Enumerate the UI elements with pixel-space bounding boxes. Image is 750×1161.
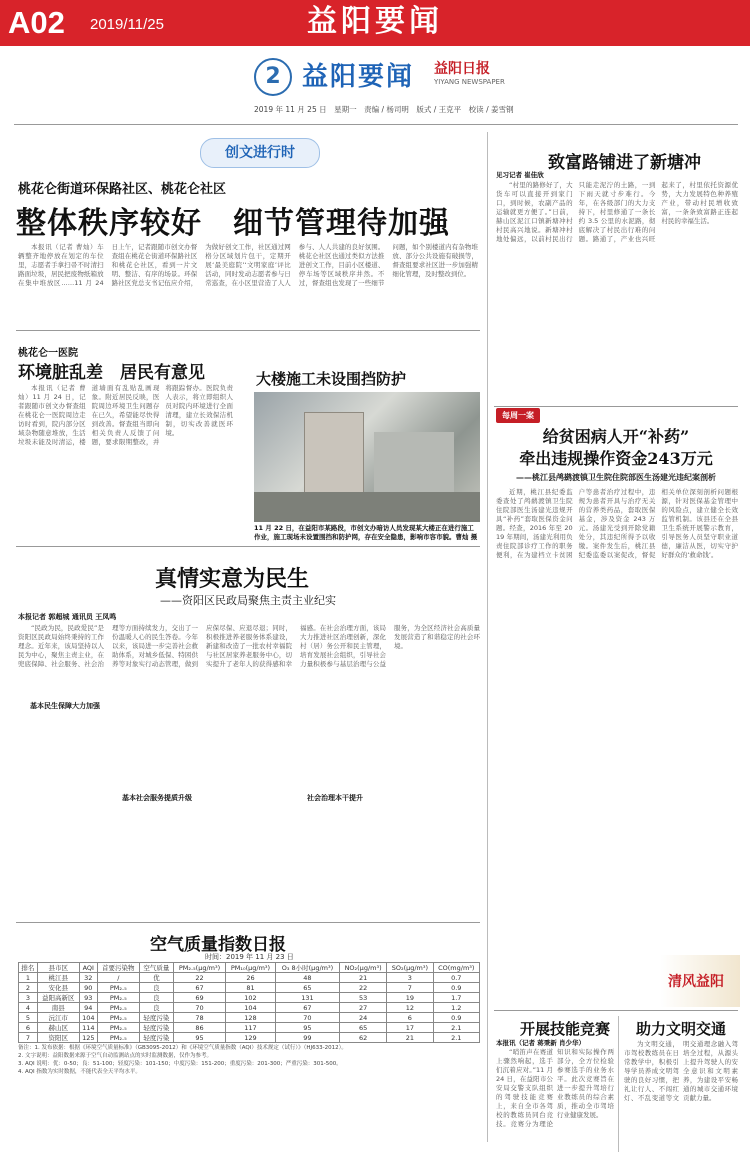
case-subtitle: ——桃江县鸬鹚渡镇卫生院住院部医生汤建光违纪案剖析: [516, 473, 716, 482]
ad-text: 清风益阳: [668, 974, 724, 990]
subarticle-kicker: 桃花仑一医院: [18, 348, 78, 359]
divider: [16, 330, 480, 331]
feature-section-head: 基本社会服务提质升级: [122, 794, 192, 802]
newspaper-logo-en: YIYANG NEWSPAPER: [434, 78, 505, 86]
aqi-cell: 78: [173, 1013, 225, 1023]
aqi-cell: 益阳高新区: [37, 993, 79, 1003]
aqi-header-cell: 县市区: [37, 963, 79, 973]
aqi-cell: 128: [226, 1013, 276, 1023]
aqi-cell: 资阳区: [37, 1033, 79, 1043]
aqi-table-wrap: [18, 962, 480, 1043]
aqi-cell: 19: [387, 993, 433, 1003]
aqi-cell: 0.7: [433, 973, 479, 983]
aqi-cell: 4: [19, 1003, 38, 1013]
page-number: 2: [254, 58, 292, 96]
contest-byline: 本报讯（记者 蒋秉新 肖少华）: [496, 1039, 586, 1047]
aqi-cell: 117: [226, 1023, 276, 1033]
divider: [16, 922, 480, 923]
photo-caption: 11 月 22 日，在益阳市某路段，市创文办暗访人员发现某大楼正在进行施工作业，施工现场未设置围挡和防护网，存在安全隐患，影响市容市貌。曹灿 摄: [254, 524, 478, 541]
aqi-row: [19, 1013, 480, 1023]
contest-body: “哨笛声在赛道上骤然响起，选手们沉着应对。”11 月 24 日，在益阳市公安局交警支队组织的驾驶技能竞赛上，来自全市各驾校的教练员同台竞技。竞赛分为理论知识和实际操作两部分，全方位检验参赛选手的业务水平。此次竞赛旨在进一步提升驾培行业教练员的综合素质，推动全市驾培行业健康发展。: [496, 1048, 614, 1128]
aqi-cell: 102: [226, 993, 276, 1003]
divider: [16, 546, 480, 547]
aqi-note: 3. AQI 说明：优：0-50；良：51-100；轻度污染：101-150；中度污染：151-200；重度污染：201-300；严重污染：301-500。: [18, 1061, 342, 1067]
article-body: 本报讯（记者 曹灿）车辆整齐地停放在划定的车位里，志愿者手拿扫帚不时清扫路面垃圾，居民把废物纸箱放在集中堆放区……11 月 24 日上午，记者跟随市创文办督查组在桃花仑街道环保路社区和桃花仑社区，看到一片文明、整洁、有序的场景。环保路社区党总支书记伍应介绍，为做好创文工作，社区通过网格分区域划片包干，定期开展‘最美庭院’‘文明家庭’评比活动，同时发动志愿者参与日常巡查，在小区里营造了人人参与、人人共建的良好氛围。桃花仑社区也通过类似方法推进创文工作，目前小区楼道、停车场等区域秩序井然。不过，督查组也发现了一些细节问题，如个别楼道内有杂物堆放、部分公共设施有破损等，督查组要求社区进一步加强精细化管理，及时整改到位。: [18, 243, 478, 287]
aqi-cell: 67: [173, 983, 225, 993]
ad-block: [660, 955, 740, 1007]
aqi-cell: 104: [226, 1003, 276, 1013]
aqi-header-cell: AQI: [79, 963, 97, 973]
aqi-cell: /: [97, 973, 139, 983]
contest-headline: 开展技能竞赛: [520, 1020, 611, 1038]
right-top-byline: 见习记者 崔佳欣: [496, 171, 544, 179]
aqi-cell: 22: [339, 983, 386, 993]
header-rule: [14, 124, 738, 125]
photo-news-headline: 大楼施工未设围挡防护: [256, 370, 407, 388]
aqi-cell: 2.1: [433, 1023, 479, 1033]
aqi-header-cell: NO₂(μg/m³): [339, 963, 386, 973]
aqi-notes: [18, 1044, 480, 1076]
aqi-cell: 良: [139, 1003, 173, 1013]
aqi-cell: PM₂.₅: [97, 1023, 139, 1033]
aqi-cell: 轻度污染: [139, 1033, 173, 1043]
column-divider: [618, 1016, 619, 1152]
edition-meta: 2019 年 11 月 25 日 星期一 责编 / 杨司明 版式 / 王克平 校读 / 姜雪钢: [254, 105, 514, 114]
aqi-cell: 65: [275, 983, 339, 993]
aqi-cell: 114: [79, 1023, 97, 1033]
aqi-time: 时间：2019 年 11 月 23 日: [205, 953, 294, 961]
aqi-header-cell: 首要污染物: [97, 963, 139, 973]
subarticle-body: 本报讯（记者 曹灿）11 月 24 日，记者跟随市创文办督查组在桃花仑一医院周边走访时看到，院内部分区域杂物随意堆放，生活垃圾未能及时清运，楼道墙面有乱贴乱画现象。附近居民反映，医院周边环境卫生问题存在已久，希望能尽快得到改善。督查组当即向相关负责人反馈了问题，要求限期整改，并将跟踪督办。医院负责人表示，将立即组织人员对院内环境进行全面清理，建立长效保洁机制，切实改善就医环境。: [18, 384, 233, 446]
aqi-cell: 48: [275, 973, 339, 983]
aqi-row: [19, 1023, 480, 1033]
aqi-row: [19, 993, 480, 1003]
aqi-header-cell: PM₂.₅(μg/m³): [173, 963, 225, 973]
page-code: A02: [8, 5, 65, 40]
aqi-cell: 沅江市: [37, 1013, 79, 1023]
aqi-cell: 轻度污染: [139, 1023, 173, 1033]
aqi-header-cell: SO₂(μg/m³): [387, 963, 433, 973]
feature-subtitle: ——资阳区民政局聚焦主责主业纪实: [160, 594, 336, 607]
issue-date: 2019/11/25: [90, 16, 164, 33]
feature-section-head: 社会治理本干提升: [307, 794, 363, 802]
subarticle-headline: 环境脏乱差 居民有意见: [18, 363, 205, 383]
aqi-cell: 90: [79, 983, 97, 993]
aqi-note: 4. AQI 指数为实时数据，不能代表全天平均水平。: [18, 1069, 141, 1075]
feature-section-head: 基本民生保障大力加强: [30, 702, 100, 710]
aqi-cell: 3: [387, 973, 433, 983]
aqi-cell: PM₂.₅: [97, 983, 139, 993]
aqi-cell: 95: [173, 1033, 225, 1043]
civil-traffic-body: 为文明交通，市驾校教练员在日常教学中，积极引导学员养成文明驾驶的良好习惯，把礼让行人、不闯红灯、不乱变道等文明交通理念融入驾培全过程，从源头上提升驾驶人的安全意识和文明素养，为建设平安畅通的城市交通环境贡献力量。: [624, 1040, 738, 1102]
aqi-cell: 12: [387, 1003, 433, 1013]
aqi-cell: 南县: [37, 1003, 79, 1013]
aqi-cell: 7: [387, 983, 433, 993]
aqi-cell: 104: [79, 1013, 97, 1023]
aqi-cell: 81: [226, 983, 276, 993]
aqi-cell: 0.9: [433, 983, 479, 993]
aqi-cell: 6: [19, 1023, 38, 1033]
aqi-cell: 1.7: [433, 993, 479, 1003]
road-shape: [254, 492, 480, 522]
aqi-cell: 良: [139, 983, 173, 993]
building-shape: [304, 412, 364, 502]
aqi-note: 2. 文字说明：益阳数据来源于空气自动监测站点的实时监测数据，仅作为参考。: [18, 1053, 212, 1059]
paper-name: 益阳要闻: [307, 4, 443, 39]
aqi-cell: 1: [19, 973, 38, 983]
aqi-header-cell: 空气质量: [139, 963, 173, 973]
aqi-table: [18, 962, 480, 1043]
aqi-cell: 53: [339, 993, 386, 1003]
aqi-cell: 67: [275, 1003, 339, 1013]
aqi-cell: 125: [79, 1033, 97, 1043]
aqi-header-cell: CO(mg/m³): [433, 963, 479, 973]
aqi-cell: 86: [173, 1023, 225, 1033]
construction-photo: [254, 392, 480, 522]
aqi-cell: 17: [387, 1023, 433, 1033]
aqi-cell: 24: [339, 1013, 386, 1023]
aqi-cell: 2.1: [433, 1033, 479, 1043]
aqi-cell: PM₂.₅: [97, 1003, 139, 1013]
aqi-row: [19, 1033, 480, 1043]
aqi-cell: PM₂.₅: [97, 993, 139, 1003]
aqi-cell: 26: [226, 973, 276, 983]
civil-traffic-headline: 助力文明交通: [636, 1020, 727, 1038]
aqi-cell: 3: [19, 993, 38, 1003]
aqi-cell: 良: [139, 993, 173, 1003]
aqi-cell: 93: [79, 993, 97, 1003]
aqi-cell: PM₂.₅: [97, 1033, 139, 1043]
aqi-cell: 21: [339, 973, 386, 983]
aqi-cell: 6: [387, 1013, 433, 1023]
aqi-cell: 优: [139, 973, 173, 983]
aqi-cell: 70: [275, 1013, 339, 1023]
section-header: [14, 50, 738, 122]
aqi-cell: 安化县: [37, 983, 79, 993]
case-body: 近期，桃江县纪委监委查处了鸬鹚渡镇卫生院住院部医生汤建光违规开具“补药”套取医保资金问题。经查，2016 年至 2019 年期间，汤建光利用负责住院部诊疗工作的职务便利，在为建档立卡贫困户等患者治疗过程中，违规为患者开具与治疗无关的营养类药品，套取医保基金，涉及资金 243 万元。汤建光受到开除党籍处分，其违纪所得予以收缴。案件发生后，桃江县纪委监委以案促改，督促相关单位深刻剖析问题根源，针对医保基金管理中的风险点，建立健全长效监管机制。该县还在全县卫生系统开展警示教育，引导医务人员坚守职业道德，廉洁从医，切实守护好群众的‘救命钱’。: [496, 488, 738, 559]
aqi-cell: 1.2: [433, 1003, 479, 1013]
right-top-body: “村里的路修好了，大货车可以直接开到家门口，到时候，农副产品的运输就更方便了。”日前，赫山区泥江口镇新塘冲村村民高兴地说。新塘冲村地处偏远，以前村民出行只能走泥泞的土路，一到下雨天就寸步难行。今年，在各级部门的大力支持下，村里修通了一条长约 3.5 公里的水泥路，彻底解决了村民出行难的问题。路通了，产业也兴旺起来了，村里依托资源优势，大力发展特色种养殖产业，带动村民增收致富，一条条致富路正连起村民的幸福生活。: [496, 181, 738, 243]
feature-headline: 真情实意为民生: [155, 566, 310, 592]
article-kicker: 桃花仑街道环保路社区、桃花仑社区: [18, 182, 227, 197]
article-headline: 整体秩序较好 细节管理待加强: [16, 206, 450, 241]
aqi-cell: 129: [226, 1033, 276, 1043]
aqi-cell: 0.9: [433, 1013, 479, 1023]
aqi-cell: 22: [173, 973, 225, 983]
aqi-cell: 94: [79, 1003, 97, 1013]
aqi-cell: 99: [275, 1033, 339, 1043]
aqi-cell: 2: [19, 983, 38, 993]
aqi-row: [19, 973, 480, 983]
aqi-header-row: [19, 963, 480, 973]
feature-body: “民政为民，民政爱民”是资阳区民政局始终秉持的工作理念。近年来，该局坚持以人民为中心，聚焦主责主业，在兜底保障、社会服务、社会治理等方面持续发力，交出了一份温暖人心的民生答卷。今年以来，该局进一步完善社会救助体系，对城乡低保、特困供养等对象实行动态管理，做到应保尽保、应退尽退；同时，积极推进养老服务体系建设，新建和改造了一批农村幸福院与社区居家养老服务中心，切实提升了老年人的获得感和幸福感。在社会治理方面，该局大力推进社区治理创新，深化村（居）务公开和民主管理，培育发展社会组织，引导社会力量积极参与基层治理与公益服务，为全区经济社会高质量发展营造了和谐稳定的社会环境。: [18, 624, 480, 668]
right-top-headline: 致富路铺进了新塘冲: [548, 153, 701, 173]
feature-byline: 本报记者 郭超城 通讯员 王凤鸣: [18, 613, 117, 621]
newspaper-logo: 益阳日报: [434, 61, 490, 77]
masthead-bar: [0, 0, 750, 46]
aqi-cell: 69: [173, 993, 225, 1003]
aqi-cell: 7: [19, 1033, 38, 1043]
aqi-note: 备注：1. 发布依据：根据《环境空气质量标准》（GB3095-2012）和《环境空气质量指数（AQI）技术规定（试行）》（HJ633-2012）。: [18, 1045, 347, 1051]
aqi-cell: 65: [339, 1023, 386, 1033]
aqi-cell: 21: [387, 1033, 433, 1043]
divider: [494, 1010, 738, 1011]
divider: [494, 406, 738, 407]
column-divider: [487, 132, 488, 1142]
aqi-header-cell: PM₁₀(μg/m³): [226, 963, 276, 973]
aqi-row: [19, 1003, 480, 1013]
aqi-cell: 62: [339, 1033, 386, 1043]
aqi-cell: 赫山区: [37, 1023, 79, 1033]
aqi-row: [19, 983, 480, 993]
aqi-cell: 131: [275, 993, 339, 1003]
aqi-cell: 32: [79, 973, 97, 983]
aqi-cell: 桃江县: [37, 973, 79, 983]
aqi-title: 空气质量指数日报: [150, 935, 286, 955]
aqi-cell: 27: [339, 1003, 386, 1013]
case-headline: 给贫困病人开“补药” 牵出违规操作资金243万元: [519, 427, 713, 468]
aqi-header-cell: 排名: [19, 963, 38, 973]
aqi-cell: 95: [275, 1023, 339, 1033]
aqi-cell: 轻度污染: [139, 1013, 173, 1023]
aqi-cell: 70: [173, 1003, 225, 1013]
section-title: 益阳要闻: [302, 62, 415, 92]
case-tag: 每周一案: [496, 408, 540, 423]
aqi-header-cell: O₃ 8小时(μg/m³): [275, 963, 339, 973]
aqi-cell: PM₂.₅: [97, 1013, 139, 1023]
section-badge: 创文进行时: [200, 138, 320, 168]
aqi-cell: 5: [19, 1013, 38, 1023]
